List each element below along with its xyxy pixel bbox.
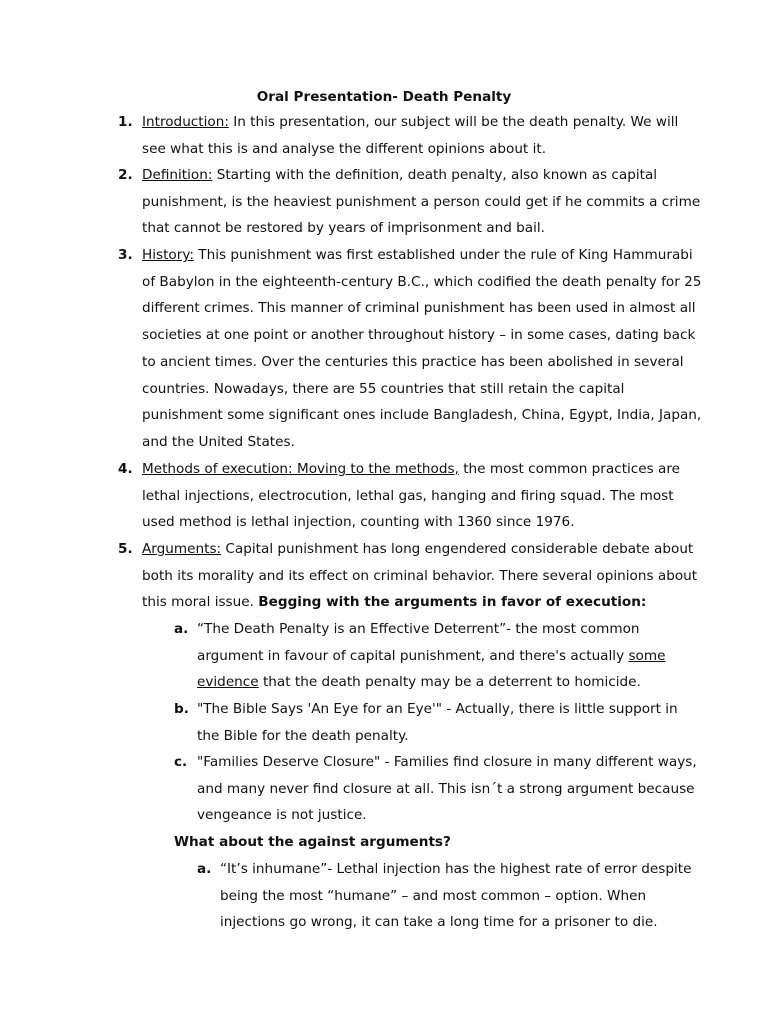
item-number: 3. — [118, 247, 133, 263]
subitem-text-line: and many never find closure at all. This isn´t a strong argument because — [197, 780, 695, 797]
item-number: 5. — [118, 541, 133, 557]
subitem-text-line: argument in favour of capital punishment, and there's actually — [197, 647, 629, 664]
item-text-line: countries. Nowadays, there are 55 countries that still retain the capital — [142, 380, 625, 397]
subitem-letter: b. — [174, 701, 189, 717]
item-number: 2. — [118, 167, 133, 183]
subitem-text-line: the Bible for the death penalty. — [197, 727, 409, 744]
underlined-phrase: evidence — [197, 674, 259, 691]
item-heading-tail: Moving to the methods, — [292, 461, 459, 477]
subitem-letter: a. — [197, 861, 212, 877]
subitem-text-line: "The Bible Says 'An Eye for an Eye'" - Actually, there is little support in — [197, 701, 678, 717]
subitem-text-line: “The Death Penalty is an Effective Deterrent”- the most common — [197, 621, 640, 637]
item-heading: Definition: — [142, 167, 213, 183]
subitem-text-line: being the most “humane” – and most common – option. When — [220, 887, 647, 904]
item-text-line: this moral issue. — [142, 594, 259, 611]
item-text-line: punishment some significant ones include Bangladesh, China, Egypt, India, Japan, — [142, 407, 702, 424]
item-number: 1. — [118, 114, 133, 130]
item-text-line: both its morality and its effect on criminal behavior. There several opinions about — [142, 567, 698, 584]
item-heading: Arguments: — [142, 541, 222, 557]
item-text-line: Starting with the definition, death penalty, also known as capital — [212, 167, 658, 183]
item-heading: Methods of execution: — [142, 461, 293, 477]
item-body — [142, 456, 681, 536]
subitem-text-line: injections go wrong, it can take a long time for a prisoner to die. — [220, 914, 658, 931]
subitem-text-tail: that the death penalty may be a deterrent to homicide. — [258, 674, 641, 691]
subitem-body — [220, 856, 692, 936]
item-text-line: lethal injections, electrocution, lethal gas, hanging and firing squad. The most — [142, 487, 674, 504]
item-text-line: to ancient times. Over the centuries this practice has been abolished in several — [142, 353, 684, 370]
item-text-line: societies at one point or another throughout history – in some cases, dating back — [142, 327, 696, 344]
against-heading: What about the against arguments? — [174, 834, 451, 850]
item-text-line: different crimes. This manner of criminal punishment has been used in almost all — [142, 300, 696, 317]
subitem-body — [197, 749, 697, 829]
item-number: 4. — [118, 461, 133, 477]
subitem-text-line: "Families Deserve Closure" - Families find closure in many different ways, — [197, 754, 697, 770]
item-text-line: and the United States. — [142, 433, 295, 450]
item-text-line: that cannot be restored by years of imprisonment and bail. — [142, 220, 546, 237]
item-text-line: the most common practices are — [458, 461, 681, 477]
item-body — [142, 162, 701, 242]
item-text-line: Capital punishment has long engendered considerable debate about — [221, 541, 694, 557]
item-text-line: of Babylon in the eighteenth-century B.C., which codified the death penalty for 25 — [142, 273, 702, 290]
subitem-body — [197, 696, 678, 749]
document-title: Oral Presentation- Death Penalty — [256, 89, 512, 105]
subitem-text-line: vengeance is not justice. — [197, 807, 367, 824]
item-heading: History: — [142, 247, 194, 263]
item-body — [142, 109, 679, 162]
subitem-letter: a. — [174, 621, 189, 637]
subitem-text-line: “It’s inhumane”- Lethal injection has the highest rate of error despite — [220, 861, 692, 877]
item-body — [142, 242, 702, 456]
subitem-body — [197, 616, 667, 696]
item-bold-tail: Begging with the arguments in favor of execution: — [258, 594, 647, 611]
item-body — [142, 536, 698, 616]
item-text-line: In this presentation, our subject will be the death penalty. We will — [228, 114, 679, 130]
subitem-letter: c. — [174, 754, 188, 770]
item-text-line: punishment, is the heaviest punishment a person could get if he commits a crime — [142, 193, 701, 210]
item-text-line: This punishment was first established under the rule of King Hammurabi — [193, 247, 693, 263]
item-heading: Introduction: — [142, 114, 229, 130]
item-text-line: used method is lethal injection, counting with 1360 since 1976. — [142, 514, 575, 531]
underlined-phrase: some — [628, 647, 666, 664]
item-text-line: see what this is and analyse the different opinions about it. — [142, 140, 547, 157]
